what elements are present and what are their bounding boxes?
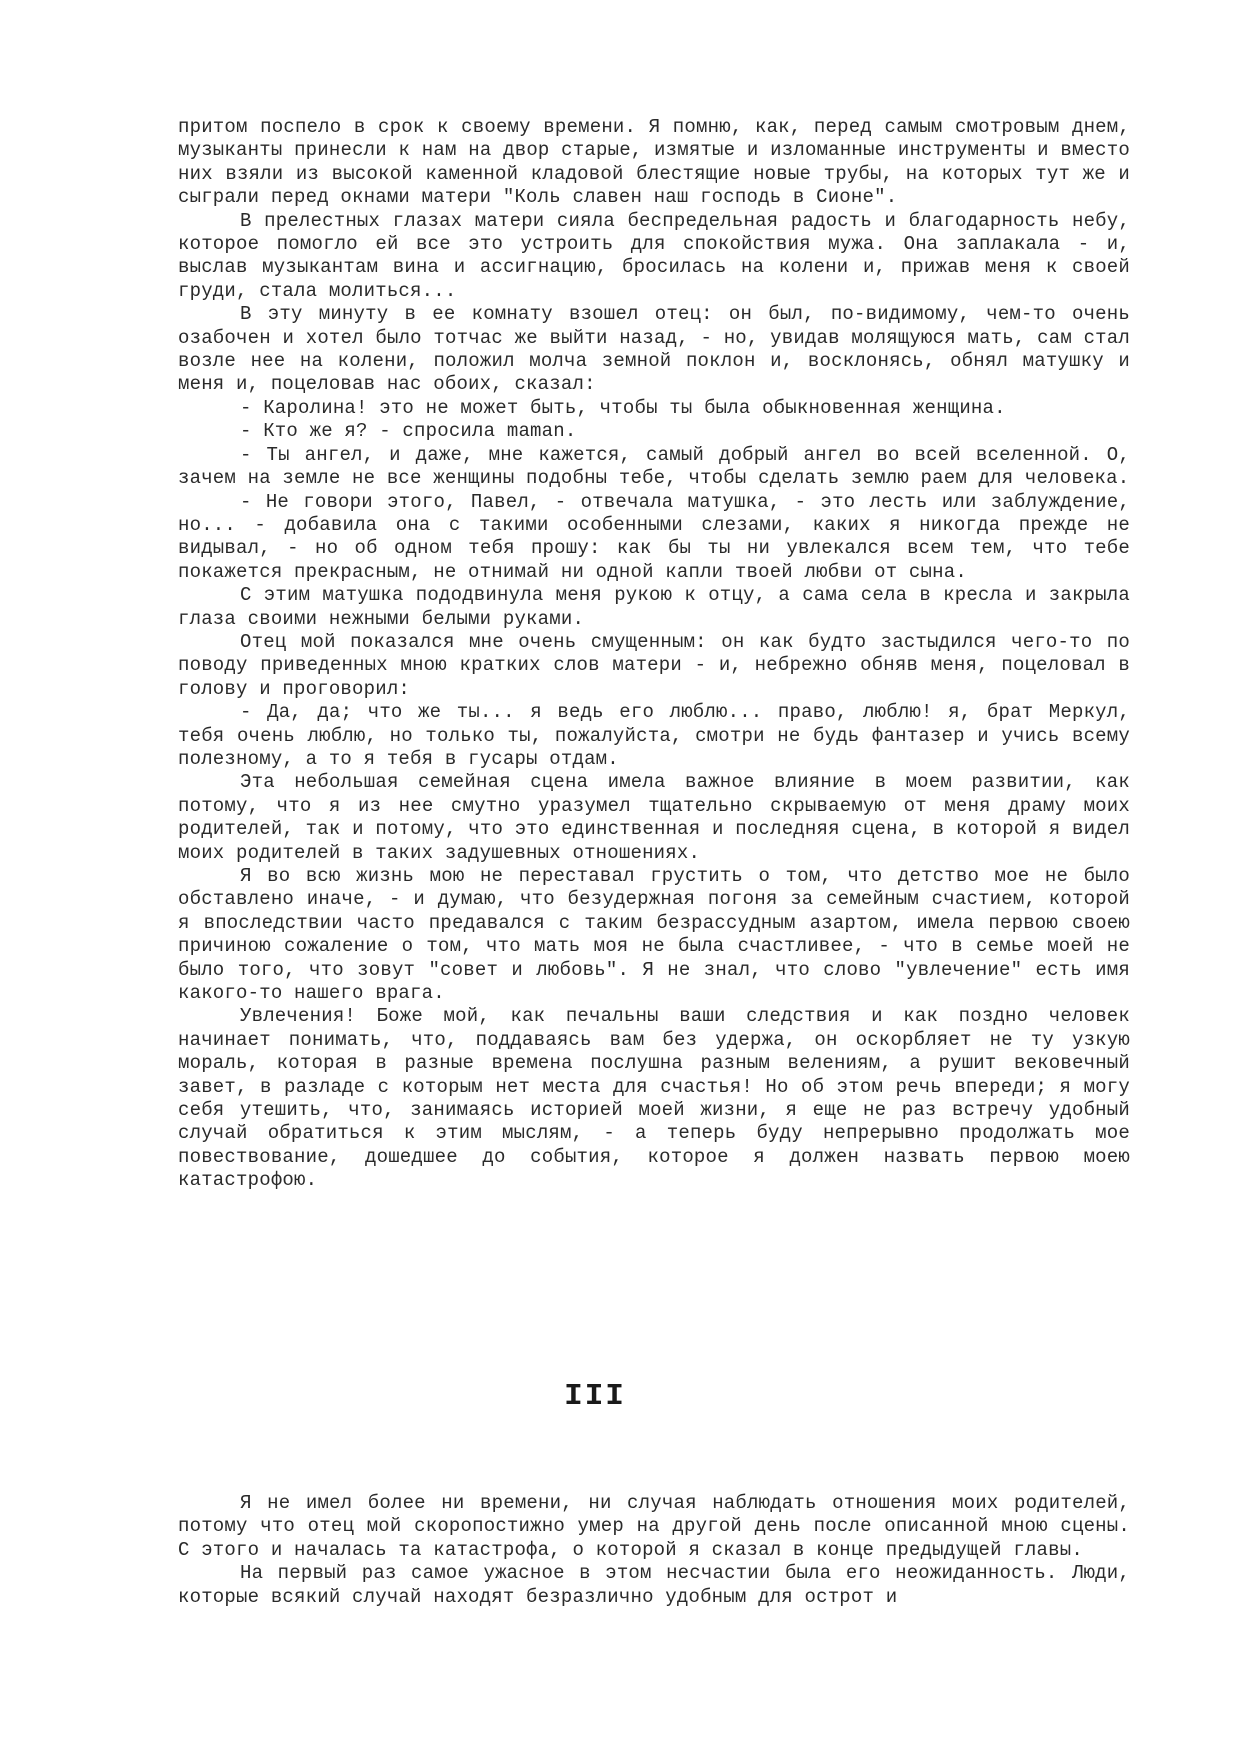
- dialogue-line: - Каролина! это не может быть, чтобы ты была обыкновенная женщина.: [240, 396, 1006, 419]
- paragraph: На первый раз самое ужасное в этом несчастии была его неожиданность. Люди, которые всякий случай находят безразлично удобным для острот и: [178, 1562, 1130, 1608]
- paragraph: С этим матушка пододвинула меня рукою к отцу, а сама села в кресла и закрыла глаза своими нежными белыми руками.: [178, 584, 1130, 630]
- paragraph: В эту минуту в ее комнату взошел отец: он был, по-видимому, чем-то очень озабочен и хотел было тотчас же выйти назад, - но, увидав молящуюся мать, сам стал возле нее на колени, положил молча земной поклон и, восклонясь, обнял матушку и меня и, поцеловав нас обоих, сказал:: [178, 303, 1130, 396]
- chapter-heading: III: [564, 1379, 626, 1414]
- paragraph: Эта небольшая семейная сцена имела важное влияние в моем развитии, как потому, что я из нее смутно уразумел тщательно скрываемую от меня драму моих родителей, так и потому, что это единственная и последняя сцена, в которой я видел моих родителей в таких задушевных отношениях.: [178, 771, 1130, 864]
- dialogue-line: - Да, да; что же ты... я ведь его люблю... право, люблю! я, брат Меркул, тебя очень люблю, но только ты, пожалуйста, смотри не будь фантазер и учись всему полезному, а то я тебя в гусары отдам.: [178, 701, 1130, 770]
- paragraph: Я во всю жизнь мою не переставал грустить о том, что детство мое не было обставлено иначе, - и думаю, что безудержная погоня за семейным счастием, которой я впоследствии часто предавался с таким безрассудным азартом, имела первою своею причиною сожаление о том, что мать моя не была счастливее, - что в семье моей не было того, что зовут "совет и любовь". Я не знал, что слово "увлечение" есть имя какого-то нашего врага.: [178, 865, 1130, 1005]
- paragraph: Отец мой показался мне очень смущенным: он как будто застыдился чего-то по поводу приведенных мною кратких слов матери - и, небрежно обняв меня, поцеловал в голову и проговорил:: [178, 630, 1130, 700]
- paragraph: Я не имел более ни времени, ни случая наблюдать отношения моих родителей, потому что отец мой скоропостижно умер на другой день после описанной мною сцены. С этого и началась та катастрофа, о которой я сказал в конце предыдущей главы.: [178, 1492, 1130, 1561]
- paragraph-continuation: притом поспело в срок к своему времени. Я помню, как, перед самым смотровым днем, музыканты принесли к нам на двор старые, измятые и изломанные инструменты и вместо них взяли из высокой каменной кладовой блестящие новые трубы, на которых тут же и сыграли перед окнами матери "Коль славен наш господь в Сионе".: [178, 116, 1130, 209]
- body-text: [178, 116, 1130, 1193]
- chapter-text: [178, 1492, 1130, 1609]
- dialogue-line: - Ты ангел, и даже, мне кажется, самый добрый ангел во всей вселенной. О, зачем на земле не все женщины подобны тебе, чтобы сделать землю раем для человека.: [178, 443, 1130, 490]
- dialogue-line: - Не говори этого, Павел, - отвечала матушка, - это лесть или заблуждение, но... - добавила она с такими особенными слезами, каких я никогда прежде не видывал, - но об одном тебя прошу: как бы ты ни увлекался всем тем, что тебе покажется прекрасным, не отнимай ни одной капли твоей любви от сына.: [178, 490, 1130, 583]
- dialogue-line: - Кто же я? - спросила maman.: [240, 420, 577, 443]
- paragraph: Увлечения! Боже мой, как печальны ваши следствия и как поздно человек начинает понимать, что, поддаваясь вам без удержа, он оскорбляет не ту узкую мораль, которая в разные времена послушна разным велениям, а рушит вековечный завет, в разладе с которым нет места для счастья! Но об этом речь впереди; я могу себя утешить, что, занимаясь историей моей жизни, я еще не раз встречу удобный случай обратиться к этим мыслям, - а теперь буду непрерывно продолжать мое повествование, дошедшее до события, которое я должен назвать первою моею катастрофою.: [178, 1005, 1130, 1192]
- paragraph: В прелестных глазах матери сияла беспредельная радость и благодарность небу, которое помогло ей все это устроить для спокойствия мужа. Она заплакала - и, выслав музыкантам вина и ассигнацию, бросилась на колени и, прижав меня к своей груди, стала молиться...: [178, 209, 1130, 302]
